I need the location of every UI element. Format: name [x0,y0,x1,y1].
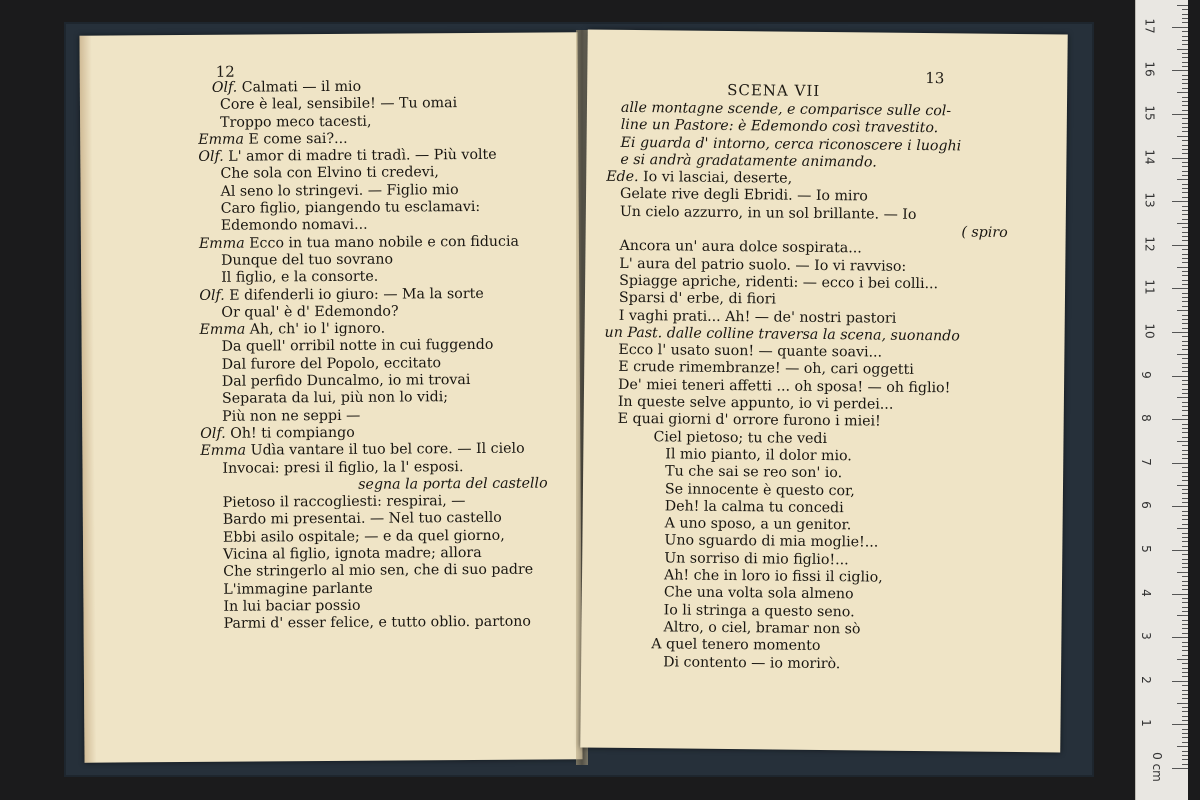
line-text: Deh! la calma tu concedi [664,498,844,517]
ruler-tick [1182,541,1188,542]
line-text: Di contento — io morirò. [663,653,841,672]
ruler-tick [1182,9,1188,10]
ruler-tick [1172,114,1188,115]
line-text: Se innocente è questo cor, [664,480,855,499]
ruler-tick [1182,293,1188,294]
ruler-tick [1182,118,1188,119]
ruler-tick [1172,506,1188,507]
ruler-tick [1182,44,1188,45]
ruler-tick [1182,751,1188,752]
ruler-tick [1182,633,1188,634]
ruler-tick [1182,36,1188,37]
line-text: Calmati — il mio [237,78,362,96]
ruler-tick [1182,262,1188,263]
ruler-number: 15 [1142,105,1157,121]
line-text: Da quell' orribil notte in cui fuggendo [221,337,494,356]
ruler-tick [1182,367,1188,368]
ruler-tick [1182,581,1188,582]
ruler-tick [1182,716,1188,717]
line-text: E come sai?... [243,130,348,148]
ruler-tick [1172,245,1188,246]
ruler-tick [1182,18,1188,19]
ruler-tick [1182,328,1188,329]
ruler-tick [1182,480,1188,481]
ruler-tick [1182,511,1188,512]
line-text: L' aura del patrio suolo. — Io vi ravviso: [619,255,907,275]
speaker-name: Emma [198,235,245,252]
line-text: Il figlio, e la consorte. [221,268,379,287]
ruler-tick [1182,668,1188,669]
measuring-ruler [1135,0,1188,800]
line-text: Che stringerlo al mio sen, che di suo padre [223,561,534,581]
ruler-tick [1177,354,1188,355]
line-text: segna la porta del castello [358,475,548,493]
ruler-tick [1177,49,1188,50]
ruler-tick [1182,432,1188,433]
line-text: Un sorriso di mio figlio!... [664,550,849,568]
ruler-tick [1182,53,1188,54]
ruler-tick [1182,297,1188,298]
ruler-tick [1182,149,1188,150]
speaker-name: Ede. [606,168,639,186]
ruler-tick [1182,498,1188,499]
ruler-tick [1177,528,1188,529]
left-page [79,32,582,762]
ruler-tick [1182,694,1188,695]
ruler-tick [1182,123,1188,124]
right-page-text [601,100,1027,675]
speaker-name: Emma [200,442,247,460]
ruler-tick [1182,515,1188,516]
ruler-number: 5 [1138,545,1153,553]
ruler-tick [1182,642,1188,643]
line-text: line un Pastore: è Edemondo così travestito. [620,117,939,137]
line-text: Io li stringa a questo seno. [663,601,855,620]
ruler-tick [1182,371,1188,372]
line-text: Il mio pianto, il dolor mio. [665,446,852,465]
ruler-tick [1182,458,1188,459]
ruler-tick [1182,166,1188,167]
ruler-tick [1177,136,1188,137]
ruler-tick [1182,363,1188,364]
ruler-tick [1182,62,1188,63]
ruler-number: 9 [1138,370,1153,379]
line-text: Al seno lo stringevi. — Figlio mio [220,181,459,200]
ruler-tick [1182,57,1188,58]
ruler-tick [1182,737,1188,738]
line-text: Parmi d' esser felice, e tutto oblio. partono [223,613,531,632]
ruler-number: 6 [1138,501,1153,510]
ruler-tick [1182,567,1188,568]
ruler-tick [1177,397,1188,398]
ruler-tick [1182,576,1188,577]
ruler-tick [1182,162,1188,163]
ruler-tick [1182,676,1188,677]
ruler-tick [1177,267,1188,268]
ruler-tick [1182,554,1188,555]
ruler-unit-label: 0 cm [1149,752,1164,782]
ruler-tick [1182,742,1188,743]
line-text: Dal furore del Popolo, eccitato [221,354,442,373]
ruler-number: 3 [1138,632,1153,641]
line-text: A quel tenero momento [651,636,821,655]
line-text: Ecco l' usato suon! — quante soavi... [618,342,883,361]
text-line [201,562,566,582]
ruler-tick [1177,310,1188,311]
ruler-tick [1177,615,1188,616]
ruler-tick [1182,472,1188,473]
ruler-tick [1182,624,1188,625]
line-text: un Past. dalle colline traversa la scena, suonando [604,324,960,345]
ruler-tick [1182,345,1188,346]
line-text: Oh! ti compiango [225,424,355,442]
ruler-tick [1182,31,1188,32]
ruler-tick [1177,441,1188,442]
ruler-tick [1182,764,1188,765]
ruler-tick [1182,127,1188,128]
ruler-number: 1 [1138,719,1153,728]
ruler-tick [1182,284,1188,285]
ruler-tick [1182,454,1188,455]
line-text: Ciel pietoso; tu che vedi [653,428,828,447]
ruler-tick [1182,489,1188,490]
ruler-tick [1172,376,1188,377]
ruler-tick [1177,5,1188,6]
line-text: Ancora un' aura dolce sospirata... [619,238,862,257]
line-text: Ah, ch' io l' ignoro. [245,320,386,338]
ruler-tick [1182,227,1188,228]
ruler-tick [1182,533,1188,534]
ruler-tick [1172,70,1188,71]
ruler-tick [1182,240,1188,241]
line-text: Più non ne seppi — [222,407,361,425]
line-text: Edemondo nomavi... [220,217,368,235]
ruler-tick [1182,349,1188,350]
ruler-tick [1182,197,1188,198]
left-page-number: 12 [215,62,235,81]
ruler-tick [1182,66,1188,67]
ruler-tick [1182,450,1188,451]
ruler-tick [1182,646,1188,647]
text-line [201,475,566,495]
ruler-tick [1172,724,1188,725]
line-text: Caro figlio, piangendo tu esclamavi: [220,199,481,217]
ruler-tick [1182,210,1188,211]
line-text: Che una volta sola almeno [663,584,854,603]
ruler-tick [1182,236,1188,237]
ruler-tick [1182,476,1188,477]
ruler-number: 17 [1142,18,1157,34]
ruler-tick [1177,703,1188,704]
ruler-tick [1182,380,1188,381]
text-line [601,653,1021,675]
ruler-tick [1182,707,1188,708]
ruler-tick [1182,249,1188,250]
ruler-tick [1182,389,1188,390]
ruler-tick [1182,437,1188,438]
line-text: Ecco in tua mano nobile e con fiducia [244,233,520,252]
ruler-tick [1182,672,1188,673]
ruler-tick [1182,22,1188,23]
speaker-name: Emma [198,131,244,148]
ruler-number: 11 [1142,279,1157,296]
line-text: Dunque del tuo sovrano [220,251,394,269]
line-text: e si andrà gradatamente animando. [620,151,877,171]
ruler-number: 2 [1138,675,1153,684]
ruler-tick [1182,585,1188,586]
ruler-tick [1182,232,1188,233]
ruler-tick [1182,598,1188,599]
ruler-tick [1182,145,1188,146]
ruler-tick [1177,746,1188,747]
ruler-tick [1182,559,1188,560]
ruler-tick [1172,27,1188,28]
ruler-tick [1182,467,1188,468]
ruler-number: 12 [1142,236,1157,252]
line-text: Io vi lasciai, deserte, [638,169,793,187]
ruler-tick [1182,175,1188,176]
line-text: Core è leal, sensibile! — Tu omai [219,95,458,114]
line-text: alle montagne scende, e comparisce sulle col- [620,99,952,120]
ruler-tick [1172,463,1188,464]
ruler-tick [1182,306,1188,307]
ruler-tick [1177,572,1188,573]
ruler-tick [1182,424,1188,425]
ruler-number: 4 [1138,588,1153,597]
ruler-tick [1182,88,1188,89]
ruler-tick [1182,729,1188,730]
line-text: De' miei teneri affetti ... oh sposa! — oh figlio! [617,376,951,397]
ruler-tick [1172,594,1188,595]
ruler-tick [1182,759,1188,760]
ruler-tick [1182,131,1188,132]
ruler-tick [1182,620,1188,621]
ruler-tick [1182,519,1188,520]
line-text: L' amor di madre ti tradì. — Più volte [223,147,497,165]
scene-title: SCENA VII [727,80,821,100]
line-text: Ah! che in loro io fissi il ciglio, [663,567,883,586]
right-page-number: 13 [925,69,945,88]
line-text: Che sola con Elvino ti credevi, [220,164,439,183]
ruler-number: 8 [1138,414,1153,423]
ruler-tick [1182,663,1188,664]
line-text: Ebbi asilo ospitale; — e da quel giorno, [222,527,505,546]
ruler-tick [1182,537,1188,538]
ruler-tick [1182,563,1188,564]
ruler-tick [1182,546,1188,547]
ruler-tick [1182,384,1188,385]
ruler-tick [1182,184,1188,185]
line-text: L'immagine parlante [223,580,373,598]
ruler-tick [1182,301,1188,302]
ruler-tick [1182,275,1188,276]
ruler-tick [1172,332,1188,333]
ruler-number: 14 [1142,148,1157,165]
ruler-tick [1182,214,1188,215]
line-text: Troppo meco tacesti, [220,113,372,131]
text-line [199,233,564,253]
ruler-number: 10 [1142,323,1157,339]
ruler-tick [1182,711,1188,712]
line-text: Or qual' è d' Edemondo? [221,303,399,321]
ruler-tick [1182,415,1188,416]
ruler-tick [1182,271,1188,272]
ruler-tick [1177,223,1188,224]
line-text: Udìa vantare il tuo bel core. — Il cielo [246,440,525,459]
ruler-tick [1182,206,1188,207]
line-text: Sparsi d' erbe, di fiori [618,290,777,308]
line-text: A uno sposo, a un genitor. [664,515,852,534]
ruler-tick [1182,445,1188,446]
line-text: Dal perfido Duncalmo, io mi trovai [221,372,471,390]
ruler-tick [1182,402,1188,403]
line-text: Spiagge apriche, ridenti: — ecco i bei colli... [619,272,939,293]
ruler-tick [1182,319,1188,320]
ruler-tick [1182,690,1188,691]
ruler-tick [1182,336,1188,337]
ruler-tick [1177,485,1188,486]
ruler-tick [1172,419,1188,420]
line-text: Bardo mi presentai. — Nel tuo castello [222,510,502,529]
ruler-tick [1182,192,1188,193]
ruler-tick [1182,607,1188,608]
text-line [202,614,567,634]
left-page-text [198,77,567,633]
speaker-name: Emma [199,321,246,339]
ruler-number: 16 [1142,61,1157,78]
line-text: I vaghi prati... Ah! — de' nostri pastori [618,307,897,327]
ruler-tick [1172,681,1188,682]
ruler-tick [1182,171,1188,172]
line-text: Separata da lui, più non lo vidi; [221,389,449,408]
ruler-tick [1182,219,1188,220]
ruler-tick [1182,733,1188,734]
ruler-tick [1182,105,1188,106]
ruler-tick [1182,188,1188,189]
speaker-name: Olf. [199,287,225,304]
ruler-tick [1182,410,1188,411]
ruler-tick [1182,650,1188,651]
ruler-tick [1182,254,1188,255]
ruler-tick [1177,659,1188,660]
ruler-tick [1182,502,1188,503]
ruler-number: 13 [1142,192,1157,208]
ruler-tick [1172,768,1188,769]
line-text: Vicina al figlio, ignota madre; allora [223,544,482,563]
ruler-tick [1172,288,1188,289]
line-text: In lui baciar possio [223,597,361,615]
ruler-tick [1182,40,1188,41]
ruler-tick [1182,685,1188,686]
speaker-name: Olf. [211,79,238,96]
speaker-name: Olf. [198,148,224,166]
line-text: E difenderli io giuro: — Ma la sorte [224,285,484,304]
line-text: E quai giorni d' orrore furono i miei! [617,411,881,430]
ruler-tick [1182,140,1188,141]
ruler-tick [1182,315,1188,316]
ruler-tick [1182,589,1188,590]
ruler-tick [1182,153,1188,154]
ruler-tick [1182,611,1188,612]
ruler-tick [1182,358,1188,359]
line-text: Gelate rive degli Ebridi. — Io miro [619,186,868,205]
text-line [200,441,565,461]
ruler-tick [1182,602,1188,603]
ruler-tick [1182,258,1188,259]
ruler-tick [1177,179,1188,180]
line-text: Uno sguardo di mia moglie!... [664,532,879,551]
ruler-tick [1182,79,1188,80]
ruler-tick [1182,698,1188,699]
ruler-tick [1182,14,1188,15]
ruler-tick [1172,550,1188,551]
ruler-tick [1182,83,1188,84]
speaker-name: Olf. [200,425,226,442]
line-text: Ei guarda d' intorno, cerca riconoscere i luoghi [620,134,962,155]
line-text: E crude rimembranze! — oh, cari oggetti [618,359,914,379]
ruler-tick [1182,493,1188,494]
ruler-tick [1182,323,1188,324]
ruler-tick [1182,393,1188,394]
ruler-tick [1182,341,1188,342]
ruler-tick [1172,637,1188,638]
line-text: Tu che sai se reo son' io. [665,463,843,482]
line-text: Altro, o ciel, bramar non sò [663,619,861,638]
ruler-tick [1182,280,1188,281]
ruler-tick [1182,406,1188,407]
ruler-tick [1172,158,1188,159]
line-text: In queste selve appunto, io vi perdei... [617,393,894,413]
line-text: Un cielo azzurro, in un sol brillante. — Io [619,203,917,223]
right-page [580,30,1067,753]
line-text: ( spiro [961,224,1008,241]
ruler-tick [1182,101,1188,102]
ruler-number: 7 [1138,457,1153,466]
ruler-tick [1182,110,1188,111]
ruler-tick [1182,628,1188,629]
ruler-tick [1182,97,1188,98]
ruler-tick [1182,720,1188,721]
ruler-tick [1182,75,1188,76]
ruler-tick [1182,524,1188,525]
line-text: Invocai: presi il figlio, la l' esposi. [222,458,464,477]
ruler-tick [1182,755,1188,756]
ruler-tick [1177,92,1188,93]
ruler-tick [1182,655,1188,656]
ruler-tick [1172,201,1188,202]
ruler-tick [1182,428,1188,429]
line-text: Pietoso il raccogliesti: respirai, — [222,493,466,511]
